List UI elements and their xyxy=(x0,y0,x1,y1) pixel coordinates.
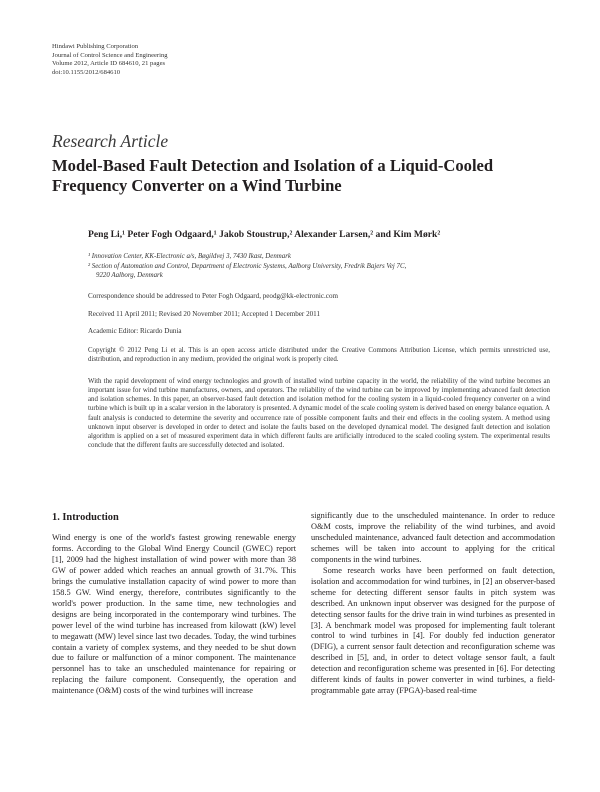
copyright-notice: Copyright © 2012 Peng Li et al. This is an open access article distributed under the Creative Commons Attribution License, which permits unrestricted use, distribution, and reproduction in any medium, provided the original work is properly cited. xyxy=(88,347,550,364)
article-title: Model-Based Fault Detection and Isolation of a Liquid-Cooled Frequency Converter on a Wind Turbine xyxy=(52,156,494,195)
affiliation-2-cont: 9220 Aalborg, Denmark xyxy=(96,272,163,279)
body-column-left xyxy=(52,511,296,697)
author-list: Peng Li,¹ Peter Fogh Odgaard,¹ Jakob Stoustrup,² Alexander Larsen,² and Kim Mørk² xyxy=(88,229,441,240)
body-column-right xyxy=(311,511,555,697)
abstract: With the rapid development of wind energy technologies and growth of installed wind turbine capacity in the world, the reliability of the wind turbine becomes an important issue for wind turbine manufactures, owners, and operators. The reliability of the wind turbine can be improved by implementing advanced fault detection and isolation schemes. In this paper, an observer-based fault detection and isolation method for the cooling system in a liquid-cooled frequency converter on a wind turbine which is built up in a scalar version in the laboratory is presented. A dynamic model of the scale cooling system is derived based on energy balance equation. A fault analysis is conducted to determine the severity and occurrence rate of possible component faults and their end effects in the cooling system. A method using unknown input observer is developed in order to detect and isolate the faults based on the developed dynamical model. The designed fault detection and isolation algorithm is applied on a set of measured experiment data in which different faults are artificially introduced to the scaled cooling system. The experimental results conclude that the different faults are successfully detected and isolated. xyxy=(88,378,550,449)
journal-name: Journal of Control Science and Engineering xyxy=(52,51,168,59)
paragraph: significantly due to the unscheduled maintenance. In order to reduce O&M costs, improve the reliability of the wind turbines, and avoid unscheduled maintenance, advanced fault detection and accommodation schemes will be taken into account to applying for the critical components in the wind turbines. xyxy=(311,511,555,564)
publisher-name: Hindawi Publishing Corporation xyxy=(52,43,139,50)
affiliation-1: ¹ Innovation Center, KK-Electronic a/s, Bøgildvej 3, 7430 Ikast, Denmark xyxy=(88,253,291,260)
received-dates: Received 11 April 2011; Revised 20 November 2011; Accepted 1 December 2011 xyxy=(88,310,320,318)
volume-info: Volume 2012, Article ID 684610, 21 pages xyxy=(52,60,166,68)
correspondence: Correspondence should be addressed to Peter Fogh Odgaard, peodg@kk-electronic.com xyxy=(88,292,339,300)
paragraph: Wind energy is one of the world's fastest growing renewable energy forms. According to the Global Wind Energy Council (GWEC) report [1], 2009 had the highest installation of wind power with more than 38 GW of power added which reaches an annual growth of 31.7%. This brings the cumulative installation capacity of wind power to more than 158.5 GW. Wind energy, therefore, contributes significantly to the world's power production. In the same time, new technologies and designs are being incorporated in the contemporary wind turbines. The power level of the wind turbine has increased from kilowatt (kW) level to megawatt (MW) level since last two decades. Today, the wind turbines contain a variety of complex systems, and they needed to be shut down due to failure or malfunction of a minor component. The maintenance personnel has to take an unscheduled maintenance for repairing or replacing the failure component. Consequently, the operation and maintenance (O&M) costs of the wind turbines will increase xyxy=(52,533,296,696)
paragraph: Some research works have been performed on fault detection, isolation and accommodation for wind turbines, in [2] an observer-based scheme for detecting different sensor faults in pitch system was described. An unknown input observer was designed for the purpose of detecting sensor faults for the drive train in wind turbines as presented in [3]. A benchmark model was proposed for implementing fault tolerant control to wind turbines in [4]. For doubly fed induction generator (DFIG), a current sensor fault detection and reconfiguration scheme was described in [5], and, in order to detect voltage sensor fault, a fault detection and reconfiguration scheme was presented in [6]. For detecting different kinds of faults in power converter in wind turbines, a field-programmable gate array (FPGA)-based real-time xyxy=(311,565,555,696)
section-heading: 1. Introduction xyxy=(52,512,119,523)
academic-editor: Academic Editor: Ricardo Dunia xyxy=(88,327,182,335)
article-type: Research Article xyxy=(52,131,169,151)
affiliation-2: ² Section of Automation and Control, Department of Electronic Systems, Aalborg University, Fredrik Bajers Vej 7C, xyxy=(88,263,407,270)
doi[interactable]: doi:10.1155/2012/684610 xyxy=(52,68,121,76)
journal-header xyxy=(52,43,168,77)
